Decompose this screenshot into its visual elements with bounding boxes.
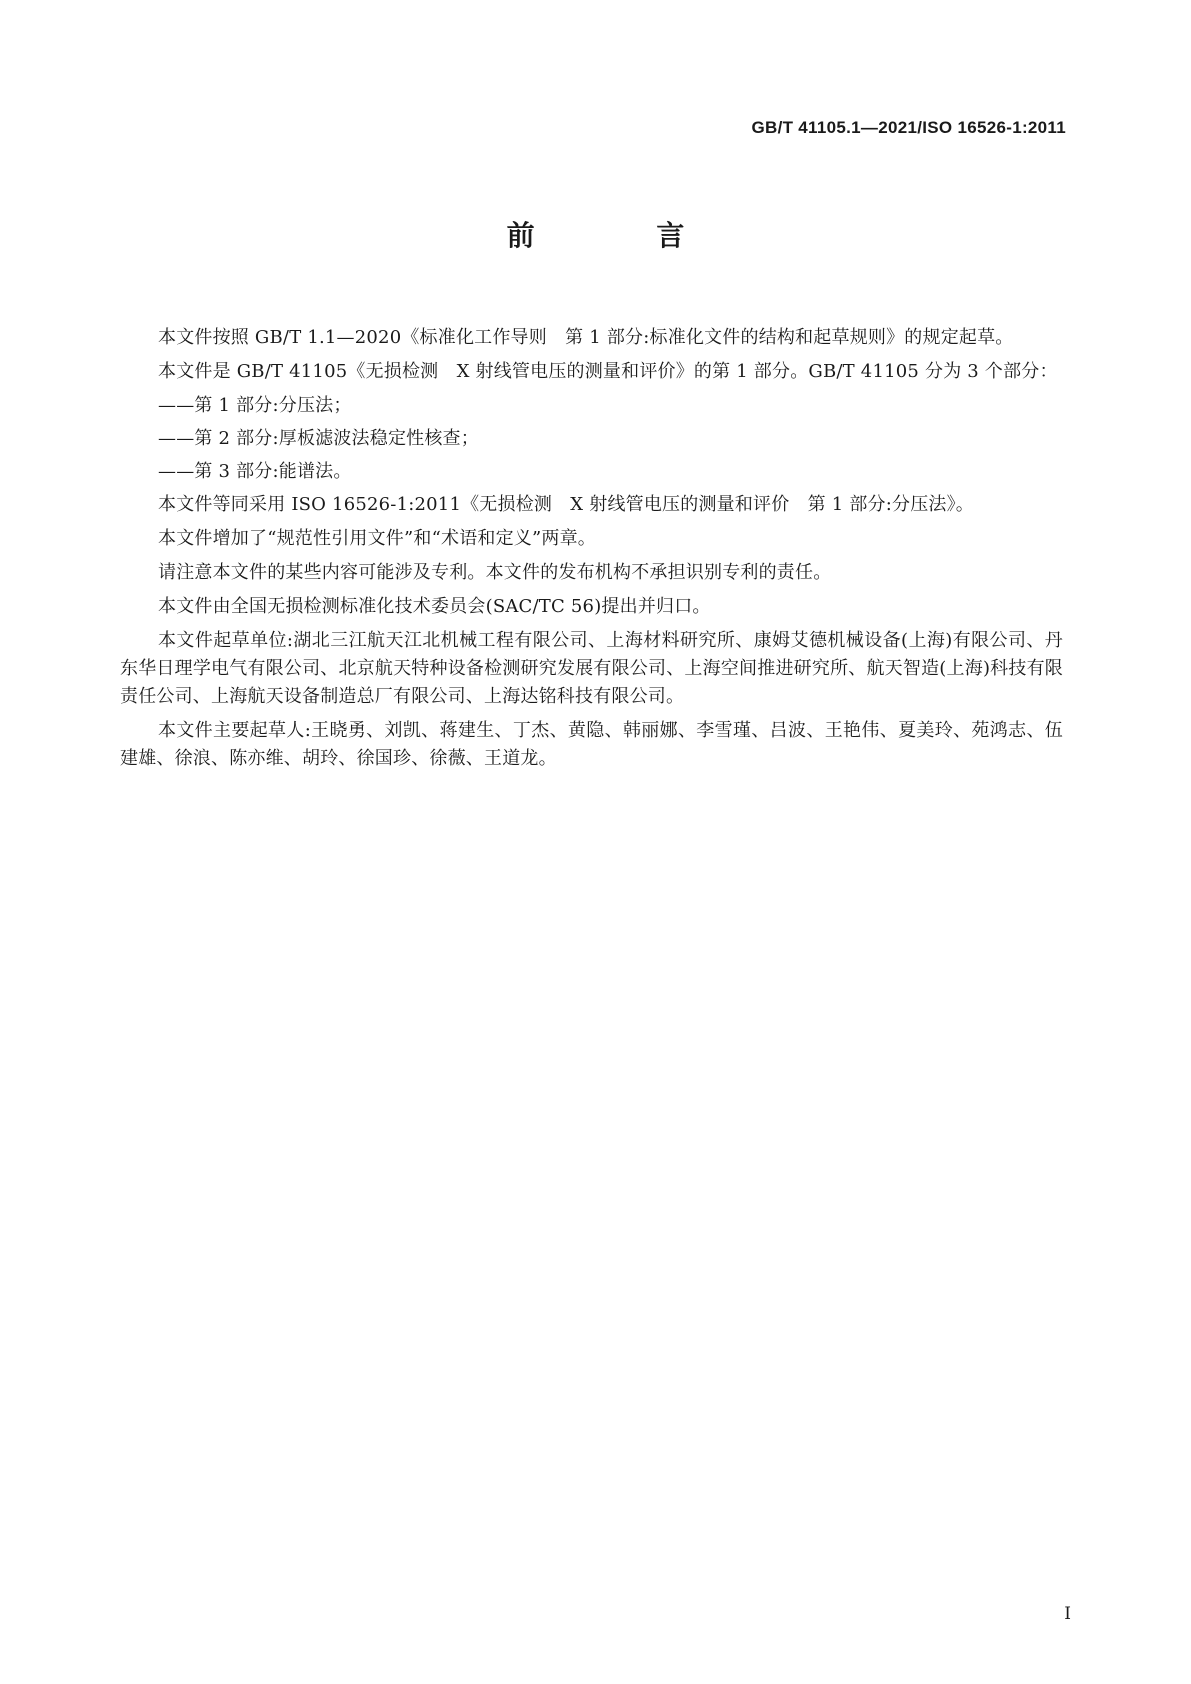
paragraph-proposer: 本文件由全国无损检测标准化技术委员会(SAC/TC 56)提出并归口。	[158, 596, 711, 617]
paragraph-added-chapters: 本文件增加了“规范性引用文件”和“术语和定义”两章。	[158, 528, 597, 549]
list-item-part-3: ——第 3 部分:能谱法。	[158, 461, 352, 482]
paragraph-drafting-units: 本文件起草单位:湖北三江航天江北机械工程有限公司、上海材料研究所、康姆艾德机械设备(上海)有限公司、丹东华日理学电气有限公司、北京航天特种设备检测研究发展有限公司、上海空间推进研究所、航天智造(上海)科技有限责任公司、上海航天设备制造总厂有限公司、上海达铭科技有限公司。	[120, 630, 1063, 707]
paragraph-series-info: 本文件是 GB/T 41105《无损检测 X 射线管电压的测量和评价》的第 1 部分。GB/T 41105 分为 3 个部分：	[158, 361, 1058, 382]
paragraph-drafters: 本文件主要起草人:王晓勇、刘凯、蒋建生、丁杰、黄隐、韩丽娜、李雪瑾、吕波、王艳伟、夏美玲、苑鸿志、伍建雄、徐浪、陈亦维、胡玲、徐国珍、徐薇、王道龙。	[120, 720, 1063, 769]
page-number: I	[1064, 1604, 1071, 1624]
paragraph-equivalence: 本文件等同采用 ISO 16526-1:2011《无损检测 X 射线管电压的测量和评价 第 1 部分:分压法》。	[158, 494, 975, 515]
list-item-part-1: ——第 1 部分:分压法；	[158, 395, 352, 416]
paragraph-drafting-basis: 本文件按照 GB/T 1.1—2020《标准化工作导则 第 1 部分:标准化文件的结构和起草规则》的规定起草。	[158, 327, 1014, 348]
page-title: 前 言	[506, 219, 741, 252]
paragraph-patent-notice: 请注意本文件的某些内容可能涉及专利。本文件的发布机构不承担识别专利的责任。	[158, 562, 832, 583]
standard-code-header: GB/T 41105.1—2021/ISO 16526-1:2011	[751, 118, 1066, 137]
foreword-body	[120, 324, 1063, 779]
list-item-part-2: ——第 2 部分:厚板滤波法稳定性核查；	[158, 428, 479, 449]
